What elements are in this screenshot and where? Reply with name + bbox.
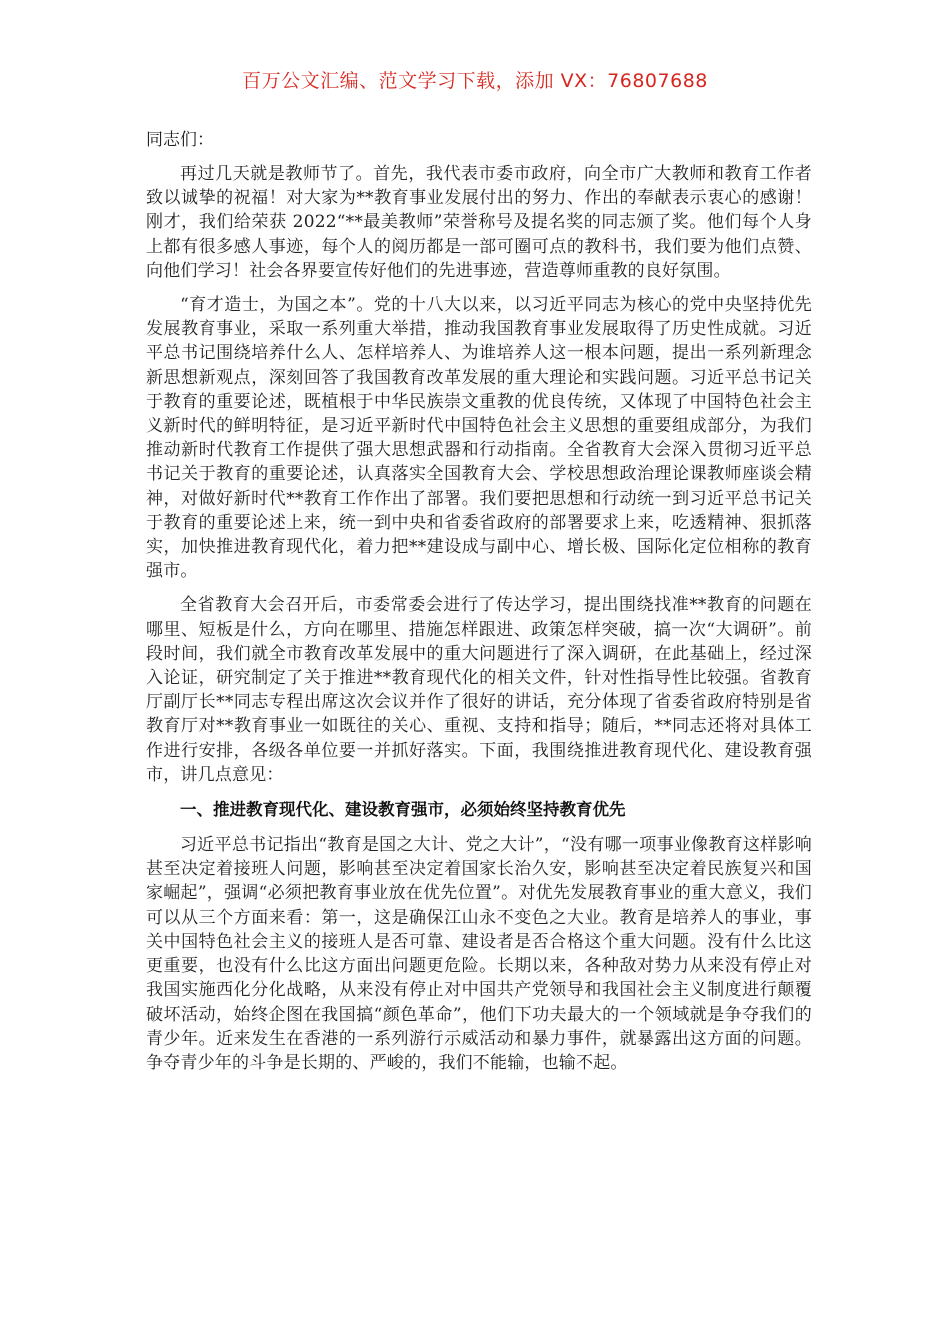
document-body	[146, 128, 812, 1085]
section-paragraph: 习近平总书记指出“教育是国之大计、党之大计”，“没有哪一项事业像教育这样影响甚至决定着接班人问题，影响甚至决定着国家长治久安，影响甚至决定着民族复兴和国家崛起”，强调“必须把教育事业放在优先位置”。对优先发展教育事业的重大意义，我们可以从三个方面来看：第一，这是确保江山永不变色之大业。教育是培养人的事业，事关中国特色社会主义的接班人是否可靠、建设者是否合格这个重大问题。没有什么比这更重要，也没有什么比这方面出问题更危险。长期以来，各种敌对势力从来没有停止对我国实施西化分化战略，从来没有停止对中国共产党领导和我国社会主义制度进行颠覆破坏活动，始终企图在我国搞“颜色革命”，他们下功夫最大的一个领域就是争夺我们的青少年。近来发生在香港的一系列游行示威活动和暴力事件，就暴露出这方面的问题。争夺青少年的斗争是长期的、严峻的，我们不能输，也输不起。	[146, 835, 812, 1073]
paragraph-3: 全省教育大会召开后，市委常委会进行了传达学习，提出围绕找准**教育的问题在哪里、短板是什么，方向在哪里、措施怎样跟进、政策怎样突破，搞一次“大调研”。前段时间，我们就全市教育改革发展中的重大问题进行了深入调研，在此基础上，经过深入论证，研究制定了关于推进**教育现代化的相关文件，针对性指导性比较强。省教育厅副厅长**同志专程出席这次会议并作了很好的讲话，充分体现了省委省政府特别是省教育厅对**教育事业一如既往的关心、重视、支持和指导；随后，**同志还将对具体工作进行安排，各级各单位要一并抓好落实。下面，我围绕推进教育现代化、建设教育强市，讲几点意见：	[146, 595, 812, 785]
paragraph-1: 再过几天就是教师节了。首先，我代表市委市政府，向全市广大教师和教育工作者致以诚挚的祝福！对大家为**教育事业发展付出的努力、作出的奉献表示衷心的感谢！刚才，我们给荣获 2022“**最美教师”荣誉称号及提名奖的同志颁了奖。他们每个人身上都有很多感人事迹，每个人的阅历都是一部可圈可点的教科书，我们要为他们点赞、向他们学习！社会各界要宣传好他们的先进事迹，营造尊师重教的良好氛围。	[146, 164, 812, 281]
paragraph-2: “育才造士，为国之本”。党的十八大以来，以习近平同志为核心的党中央坚持优先发展教育事业，采取一系列重大举措，推动我国教育事业发展取得了历史性成就。习近平总书记围绕培养什么人、怎样培养人、为谁培养人这一根本问题，提出一系列新理念新思想新观点，深刻回答了我国教育改革发展的重大理论和实践问题。习近平总书记关于教育的重要论述，既植根于中华民族崇文重教的优良传统，又体现了中国特色社会主义新时代的鲜明特征，是习近平新时代中国特色社会主义思想的重要组成部分，为我们推动新时代教育工作提供了强大思想武器和行动指南。全省教育大会深入贯彻习近平总书记关于教育的重要论述，认真落实全国教育大会、学校思想政治理论课教师座谈会精神，对做好新时代**教育工作作出了部署。我们要把思想和行动统一到习近平总书记关于教育的重要论述上来，统一到中央和省委省政府的部署要求上来，吃透精神、狠抓落实，加快推进教育现代化，着力把**建设成与副中心、增长极、国际化定位相称的教育强市。	[146, 295, 812, 582]
salutation: 同志们：	[146, 130, 214, 150]
header-banner: 百万公文汇编、范文学习下载，添加 VX：76807688	[242, 70, 708, 92]
section-heading: 一、推进教育现代化、建设教育强市，必须始终坚持教育优先	[180, 800, 626, 820]
